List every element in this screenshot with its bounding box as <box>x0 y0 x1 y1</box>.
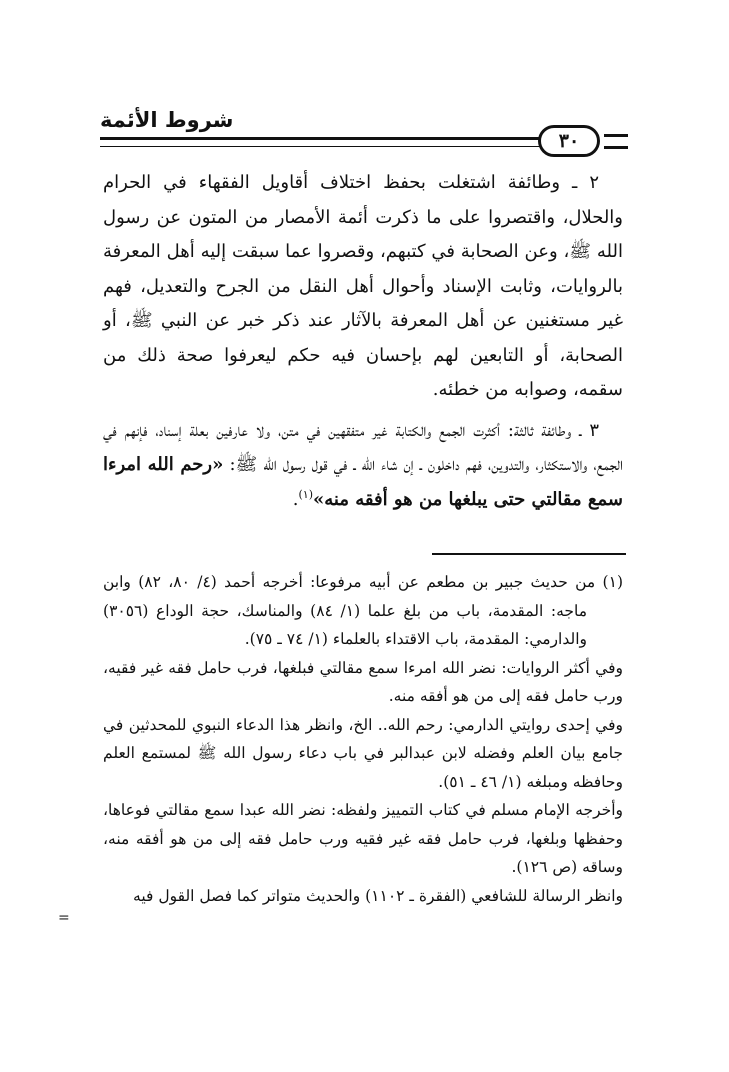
header-rule <box>100 137 540 147</box>
header-bars-decoration <box>604 134 628 149</box>
paragraph-1: ٢ ـ وطائفة اشتغلت بحفظ اختلاف أقاويل الفقهاء في الحرام والحلال، واقتصروا على ما ذكرت أئمة الأمصار من المتون عن رسول الله ﷺ، وعن الصحابة في كتبهم، وقصروا عما سبقت إليه أهل المعرفة بالروايات، وثابت الإسناد وأحوال أهل النقل من الجرح والتعديل، فهم غير مستغنين عن أهل المعرفة بالآثار عند ذكر خبر عن النبي ﷺ، أو الصحابة، أو التابعين لهم بإحسان فيه حكم ليعرفوا صحة ذلك من سقمه، وصوابه من خطئه. <box>103 172 623 400</box>
footnotes <box>103 568 623 910</box>
running-title: شروط الأئمة <box>100 108 234 132</box>
paragraph-2-end: . <box>292 488 299 510</box>
page-header <box>100 108 628 158</box>
footnote-1: (١) من حديث جبير بن مطعم عن أبيه مرفوعا: أخرجه أحمد (٤/ ٨٠، ٨٢) وابن ماجه: المقدمة، باب من بلغ علما (١/ ٨٤) والمناسك، حجة الوداع (٣٠٥٦) والدارمي: المقدمة، باب الاقتداء بالعلماء (١/ ٧٤ ـ ٧٥). <box>103 573 623 648</box>
hadith-quote: «رحم الله امرءا سمع مقالتي حتى يبلغها من هو أفقه منه» <box>103 454 623 510</box>
footnote-separator <box>432 553 626 555</box>
paragraph-2-text: ٣ ـ وطائفة ثالثة: أكثرت الجمع والكتابة غير متفقهين في متن، ولا عارفين بعلة إسناد، فإنهم في الجمع، والاستكثار، والتدوين، فهم داخلون ـ إن شاء الله ـ في قول رسول الله ﷺ: <box>103 419 624 475</box>
footnote-ref[interactable]: (١) <box>298 487 314 501</box>
footnote-1-part-3: وفي إحدى روايتي الدارمي: رحم الله.. الخ، وانظر هذا الدعاء النبوي للمحدثين في جامع بيان العلم وفضله لابن عبدالبر في باب دعاء رسول الله ﷺ لمستمع العلم وحافظه ومبلغه (١/ ٤٦ ـ ٥١). <box>103 715 623 791</box>
continuation-mark: = <box>58 910 70 926</box>
paragraph-2 <box>103 414 623 518</box>
page-number-badge <box>538 126 628 156</box>
main-text <box>103 166 623 517</box>
footnote-1-part-5: وانظر الرسالة للشافعي (الفقرة ـ ١١٠٢) والحديث متواتر كما فصل القول فيه <box>133 886 623 905</box>
footnote-1-part-2: وفي أكثر الروايات: نضر الله امرءا سمع مقالتي فبلغها، فرب حامل فقه غير فقيه، ورب حامل فقه إلى من هو أفقه منه. <box>103 658 623 705</box>
footnote-1-part-4: وأخرجه الإمام مسلم في كتاب التمييز ولفظه: نضر الله عبدا سمع مقالتي فوعاها، وحفظها وبلغها، فرب حامل فقه غير فقيه ورب حامل فقه إلى من هو أفقه منه، وساقه (ص ١٢٦). <box>103 801 623 876</box>
page-number: ٣٠ <box>538 125 600 157</box>
